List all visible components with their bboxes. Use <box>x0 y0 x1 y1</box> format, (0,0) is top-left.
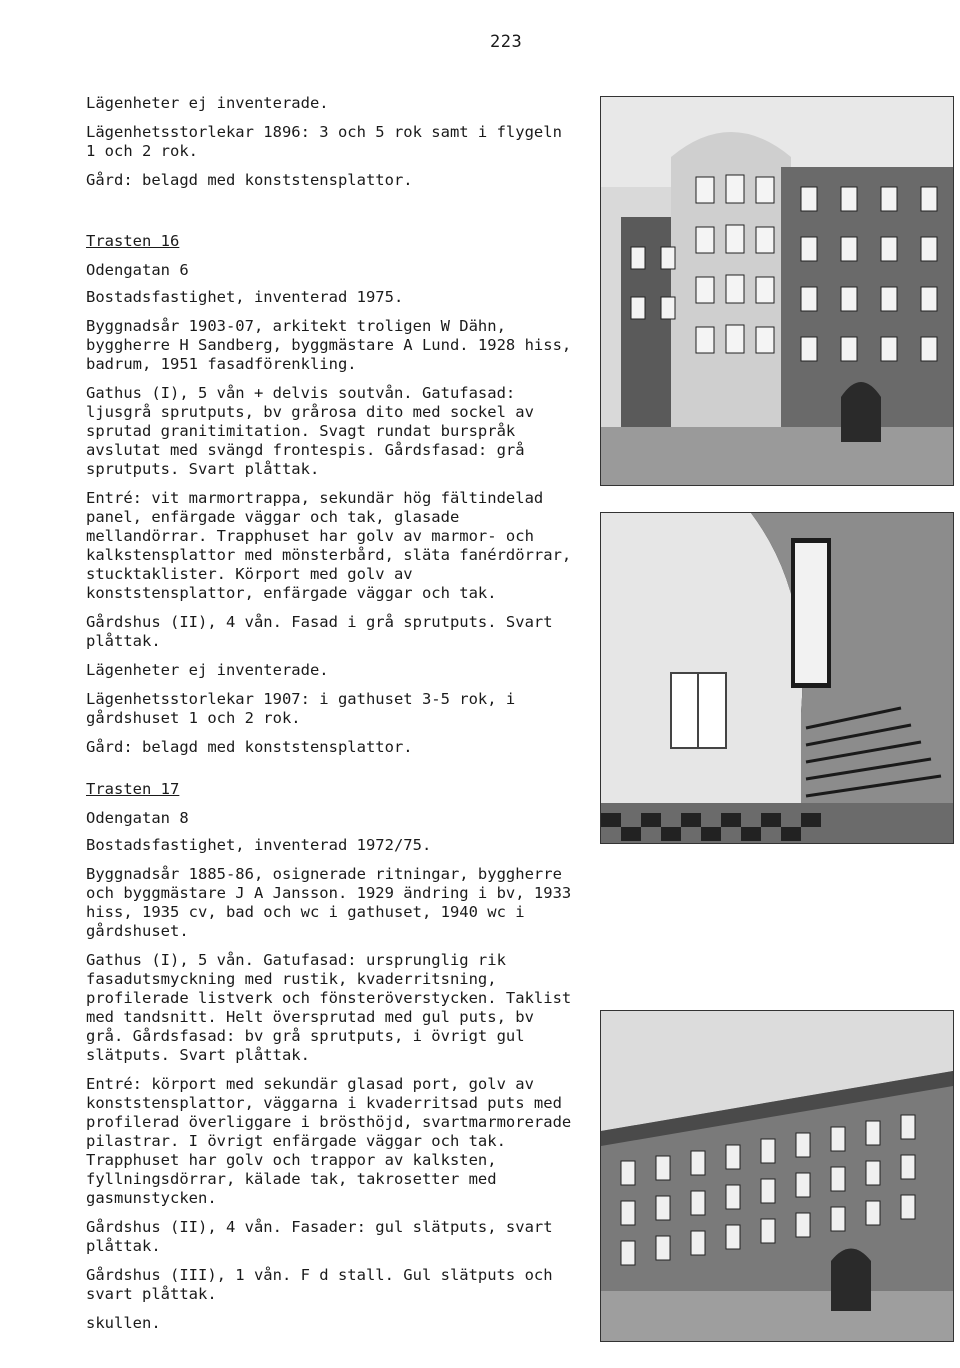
building-illustration <box>601 97 953 485</box>
paragraph: Gård: belagd med konststensplattor. <box>86 171 413 189</box>
paragraph: Lägenheter ej inventerade. <box>86 661 329 679</box>
paragraph: Byggnadsår 1885-86, osignerade ritningar, byggherre och byggmästare J A Jansson. 1929 ändring i bv, 1933 hiss, 1935 cv, bad och wc i gathuset, 1940 wc i gårdshuset. <box>86 865 572 940</box>
paragraph: Lägenhetsstorlekar 1907: i gathuset 3-5 rok, i gårdshuset 1 och 2 rok. <box>86 690 516 727</box>
stairwell-illustration <box>601 513 953 843</box>
paragraph: Gårdshus (II), 4 vån. Fasad i grå sprutputs. Svart plåttak. <box>86 613 553 650</box>
property-name: Trasten 16 <box>86 232 180 250</box>
paragraph: Byggnadsår 1903-07, arkitekt troligen W Dähn, byggherre H Sandberg, byggmästare A Lund. 1928 hiss, badrum, 1951 fasadförenkling. <box>86 317 572 373</box>
page-number: 223 <box>490 32 523 52</box>
paragraph: Bostadsfastighet, inventerad 1972/75. <box>86 836 432 854</box>
paragraph: Gathus (I), 5 vån. Gatufasad: ursprunglig rik fasadutsmyckning med rustik, kvaderritsning, profilerade listverk och fönsteröverstycken. Taklist med tandsnitt. Helt översprutad med gul puts, bv grå. Gårdsfasad: bv grå sprutputs, i övrigt gul slätputs. Svart plåttak. <box>86 951 572 1064</box>
paragraph: Lägenheter ej inventerade. <box>86 94 329 112</box>
paragraph: Bostadsfastighet, inventerad 1975. <box>86 288 404 306</box>
paragraph: Lägenhetsstorlekar 1896: 3 och 5 rok samt i flygeln 1 och 2 rok. <box>86 123 562 160</box>
facade-photo-trasten17 <box>600 1010 954 1342</box>
street-address: Odengatan 8 <box>86 809 189 827</box>
stairwell-photo <box>600 512 954 844</box>
paragraph: Gathus (I), 5 vån + delvis soutvån. Gatufasad: ljusgrå sprutputs, bv grårosa dito med sockel av sprutad granitimitation. Svagt rundat burspråk avslutat med svängd frontespis. Gårdsfasad: grå sprutputs. Svart plåttak. <box>86 384 534 478</box>
building-illustration <box>601 1011 953 1341</box>
trasten17-section <box>86 780 572 1343</box>
paragraph: Entré: vit marmortrappa, sekundär hög fältindelad panel, enfärgade väggar och tak, glasade mellandörrar. Trapphuset har golv av marmor- och kalkstensplattor med mönsterbård, släta fanérdörrar, stucktaklister. Körport med golv av konststensplattor, enfärgade väggar och tak. <box>86 489 572 602</box>
paragraph: Entré: körport med sekundär glasad port, golv av konststensplattor, väggarna i kvaderritsad puts med profilerad överliggare i brösthöjd, svartmarmorerade pilastrar. I övrigt enfärgade väggar och tak. Trapphuset har golv och trappor av kalksten, fyllningsdörrar, kälade tak, takrosetter med gasmunstycken. <box>86 1075 572 1207</box>
paragraph: Gårdshus (III), 1 vån. F d stall. Gul slätputs och svart plåttak. <box>86 1266 553 1303</box>
paragraph: Gård: belagd med konststensplattor. <box>86 738 413 756</box>
street-address: Odengatan 6 <box>86 261 189 279</box>
top-section <box>86 94 572 200</box>
paragraph: Gårdshus (II), 4 vån. Fasader: gul slätputs, svart plåttak. <box>86 1218 553 1255</box>
facade-photo-trasten16 <box>600 96 954 486</box>
property-name: Trasten 17 <box>86 780 180 798</box>
trasten16-section <box>86 232 572 767</box>
paragraph: skullen. <box>86 1314 161 1332</box>
